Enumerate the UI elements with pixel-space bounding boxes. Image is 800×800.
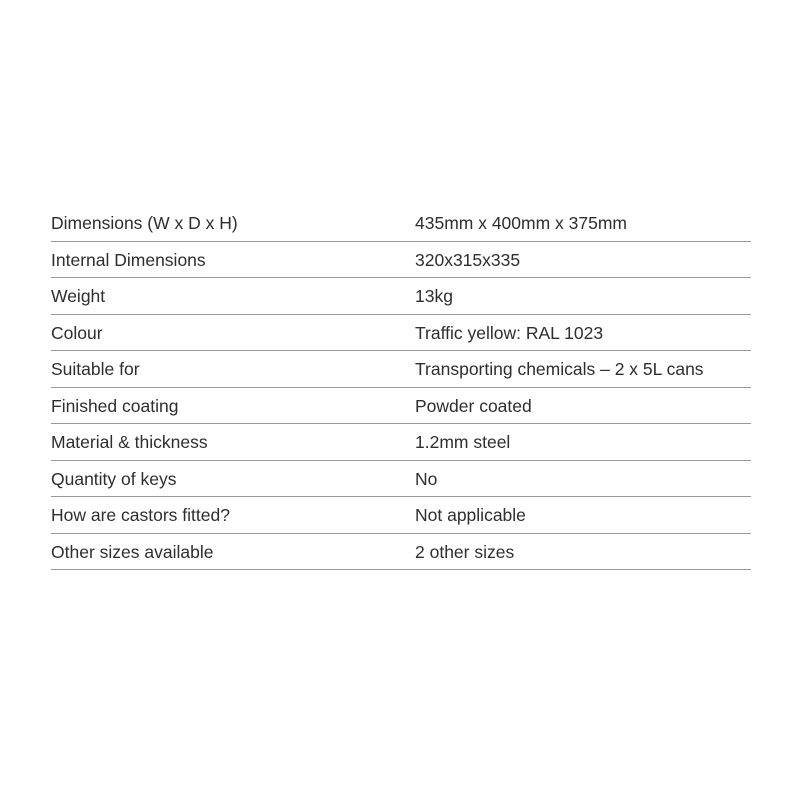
spec-label: How are castors fitted?	[51, 505, 230, 525]
spec-label: Quantity of keys	[51, 468, 177, 489]
spec-row-weight	[51, 278, 751, 315]
spec-row-dimensions	[51, 205, 751, 242]
spec-value: Powder coated	[415, 395, 532, 416]
spec-row-material-thickness	[51, 424, 751, 461]
spec-label: Suitable for	[51, 359, 140, 379]
spec-value: 435mm x 400mm x 375mm	[415, 213, 628, 233]
spec-row-castors	[51, 497, 751, 534]
spec-row-suitable-for	[51, 351, 751, 388]
spec-row-finished-coating	[51, 388, 751, 425]
spec-value: 1.2mm steel	[415, 432, 511, 452]
specification-table	[51, 205, 751, 570]
spec-value: 320x315x335	[415, 249, 521, 270]
spec-value: Transporting chemicals – 2 x 5L cans	[415, 359, 704, 379]
spec-label: Other sizes available	[51, 541, 214, 562]
spec-label: Weight	[51, 286, 106, 306]
spec-label: Finished coating	[51, 395, 179, 416]
spec-label: Colour	[51, 322, 103, 343]
spec-label: Dimensions (W x D x H)	[51, 213, 238, 233]
spec-value: 2 other sizes	[415, 541, 515, 562]
spec-value: 13kg	[415, 286, 453, 306]
spec-row-other-sizes	[51, 534, 751, 571]
spec-value: Traffic yellow: RAL 1023	[415, 322, 604, 343]
spec-label: Internal Dimensions	[51, 249, 206, 270]
spec-row-colour	[51, 315, 751, 352]
spec-label: Material & thickness	[51, 432, 208, 452]
spec-row-quantity-of-keys	[51, 461, 751, 498]
spec-value: Not applicable	[415, 505, 526, 525]
spec-row-internal-dimensions	[51, 242, 751, 279]
spec-value: No	[415, 468, 438, 489]
